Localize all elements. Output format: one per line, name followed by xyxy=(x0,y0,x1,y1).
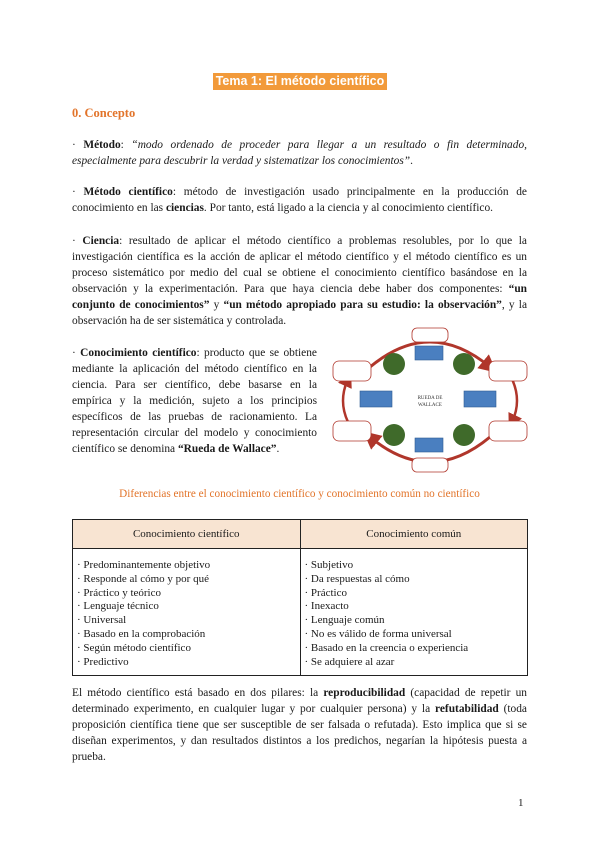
list-item: · Universal xyxy=(77,614,127,627)
note-box-top xyxy=(412,328,448,342)
term-metodo: Método xyxy=(83,139,121,151)
note-box-right xyxy=(489,361,527,381)
diagram-node-top-left xyxy=(383,353,405,375)
list-item: · Inexacto xyxy=(304,600,349,613)
text: (capacidad de repetir un determinado experimento, en cualquier lugar y por cualquier persona) y la xyxy=(72,687,527,715)
text: y xyxy=(209,299,224,311)
paragraph-metodo xyxy=(72,137,527,169)
document-title: Tema 1: El método científico xyxy=(213,73,388,90)
list-item: · Da respuestas al cómo xyxy=(304,572,410,585)
list-item: · Predictivo xyxy=(77,655,129,668)
paragraph-conocimiento-cientifico xyxy=(72,345,317,457)
note-box-bottom-left xyxy=(333,421,371,441)
text: , y la observación ha de ser sistemática y controlada. xyxy=(72,299,528,327)
bold-reproducibilidad: reproducibilidad xyxy=(323,687,406,699)
diagram-node-bottom-left xyxy=(383,424,405,446)
text: . xyxy=(276,443,280,455)
wallace-wheel-diagram xyxy=(330,327,530,475)
section-heading: 0. Concepto xyxy=(72,106,136,120)
table-header-cientifico: Conocimiento científico xyxy=(73,520,301,549)
list-item: · Se adquiere al azar xyxy=(304,655,395,668)
diagram-box-top xyxy=(415,346,443,360)
list-item: · Basado en la comprobación xyxy=(77,627,206,640)
text: : resultado de aplicar el método científico a problemas resolubles, por lo que la investigación científica es la acción de aplicar el método científico y el método científico es un proceso sistemático por medio del cual se obtiene el conocimiento científico basándose en la observación y la experimentación. Para que haya ciencia debe haber dos componentes: xyxy=(72,235,527,295)
note-box-bottom xyxy=(412,458,448,472)
bullet: · xyxy=(72,186,76,198)
bold-ciencias: ciencias xyxy=(165,202,204,214)
note-box-bottom-right xyxy=(489,421,527,441)
paragraph-metodo-cientifico xyxy=(72,184,527,216)
text: El método científico está basado en dos pilares: la xyxy=(72,687,324,699)
term-conocimiento-cientifico: Conocimiento científico xyxy=(80,347,197,359)
list-item: · Según método científico xyxy=(77,641,191,654)
list-item: · Predominantemente objetivo xyxy=(77,559,211,571)
bold-refutabilidad: refutabilidad xyxy=(435,703,499,715)
table-header-row xyxy=(73,520,528,549)
bullet: · xyxy=(72,347,76,359)
term-metodo-cientifico: Método científico xyxy=(83,186,173,198)
title-wrapper xyxy=(0,72,600,90)
text: : producto que se obtiene mediante la aplicación del método científico en la ciencia. Para ser científico, debe basarse en la empírica y la medición, sujeto a los principios específicos de las pruebas de racionamiento. La representación circular del modelo y conocimiento científico se denomina xyxy=(72,347,317,455)
comparison-table xyxy=(72,519,528,676)
paragraph-pilares xyxy=(72,685,527,765)
paragraph-ciencia xyxy=(72,233,527,329)
bullet: · xyxy=(72,235,76,247)
diagram-box-right xyxy=(464,391,496,407)
page-number: 1 xyxy=(518,797,524,809)
list-item: · Lenguaje técnico xyxy=(77,600,159,613)
term-ciencia: Ciencia xyxy=(82,235,120,247)
diagram-box-bottom xyxy=(415,438,443,452)
text: (toda proposición científica tiene que ser susceptible de ser falsada o refutada). Esto implica que si se diseñan experimentos, y dan resultados distintos a los predichos, negarían la hipótesis puesta a prueba. xyxy=(72,703,527,763)
note-box-left xyxy=(333,361,371,381)
period: . xyxy=(410,155,413,167)
cycle-arrow-left xyxy=(343,379,348,422)
diagram-node-top-right xyxy=(453,353,475,375)
quote-metodo: “modo ordenado de proceder para llegar a un resultado o fin determinado, especialmente para descubrir la verdad y sistematizar los conocimientos” xyxy=(72,139,527,167)
diagram-node-bottom-right xyxy=(453,424,475,446)
diagram-box-left xyxy=(360,391,392,407)
table-cell-cientifico xyxy=(73,549,301,676)
bullet: · xyxy=(72,139,76,151)
wheel-label-line-2: WALLACE xyxy=(418,403,442,408)
list-item: · Responde al cómo y por qué xyxy=(77,572,209,585)
table-header-comun: Conocimiento común xyxy=(300,520,528,549)
text: . Por tanto, está ligado a la ciencia y al conocimiento científico. xyxy=(203,202,494,214)
list-item: · No es válido de forma universal xyxy=(304,627,452,640)
table-caption: Diferencias entre el conocimiento científico y conocimiento común no científico xyxy=(119,488,480,500)
list-item: · Lenguaje común xyxy=(304,614,385,627)
list-item: · Subjetivo xyxy=(304,559,354,571)
colon: : xyxy=(120,139,124,151)
table-cell-comun xyxy=(300,549,528,676)
list-item: · Basado en la creencia o experiencia xyxy=(304,641,469,654)
cycle-arrow-right xyxy=(512,379,517,422)
bold-metodo-apropiado: “un método apropiado para su estudio: la observación” xyxy=(223,299,502,311)
table-row xyxy=(73,549,528,676)
bold-rueda-wallace: “Rueda de Wallace” xyxy=(177,443,277,455)
wheel-label-line-1: RUEDA DE xyxy=(417,396,443,401)
list-item: · Práctico y teórico xyxy=(77,586,161,599)
list-item: · Práctico xyxy=(304,586,347,599)
bold-conjunto: “un conjunto de conocimientos” xyxy=(72,283,527,311)
text: : método de investigación usado principalmente en la producción de conocimiento en las xyxy=(72,186,527,214)
